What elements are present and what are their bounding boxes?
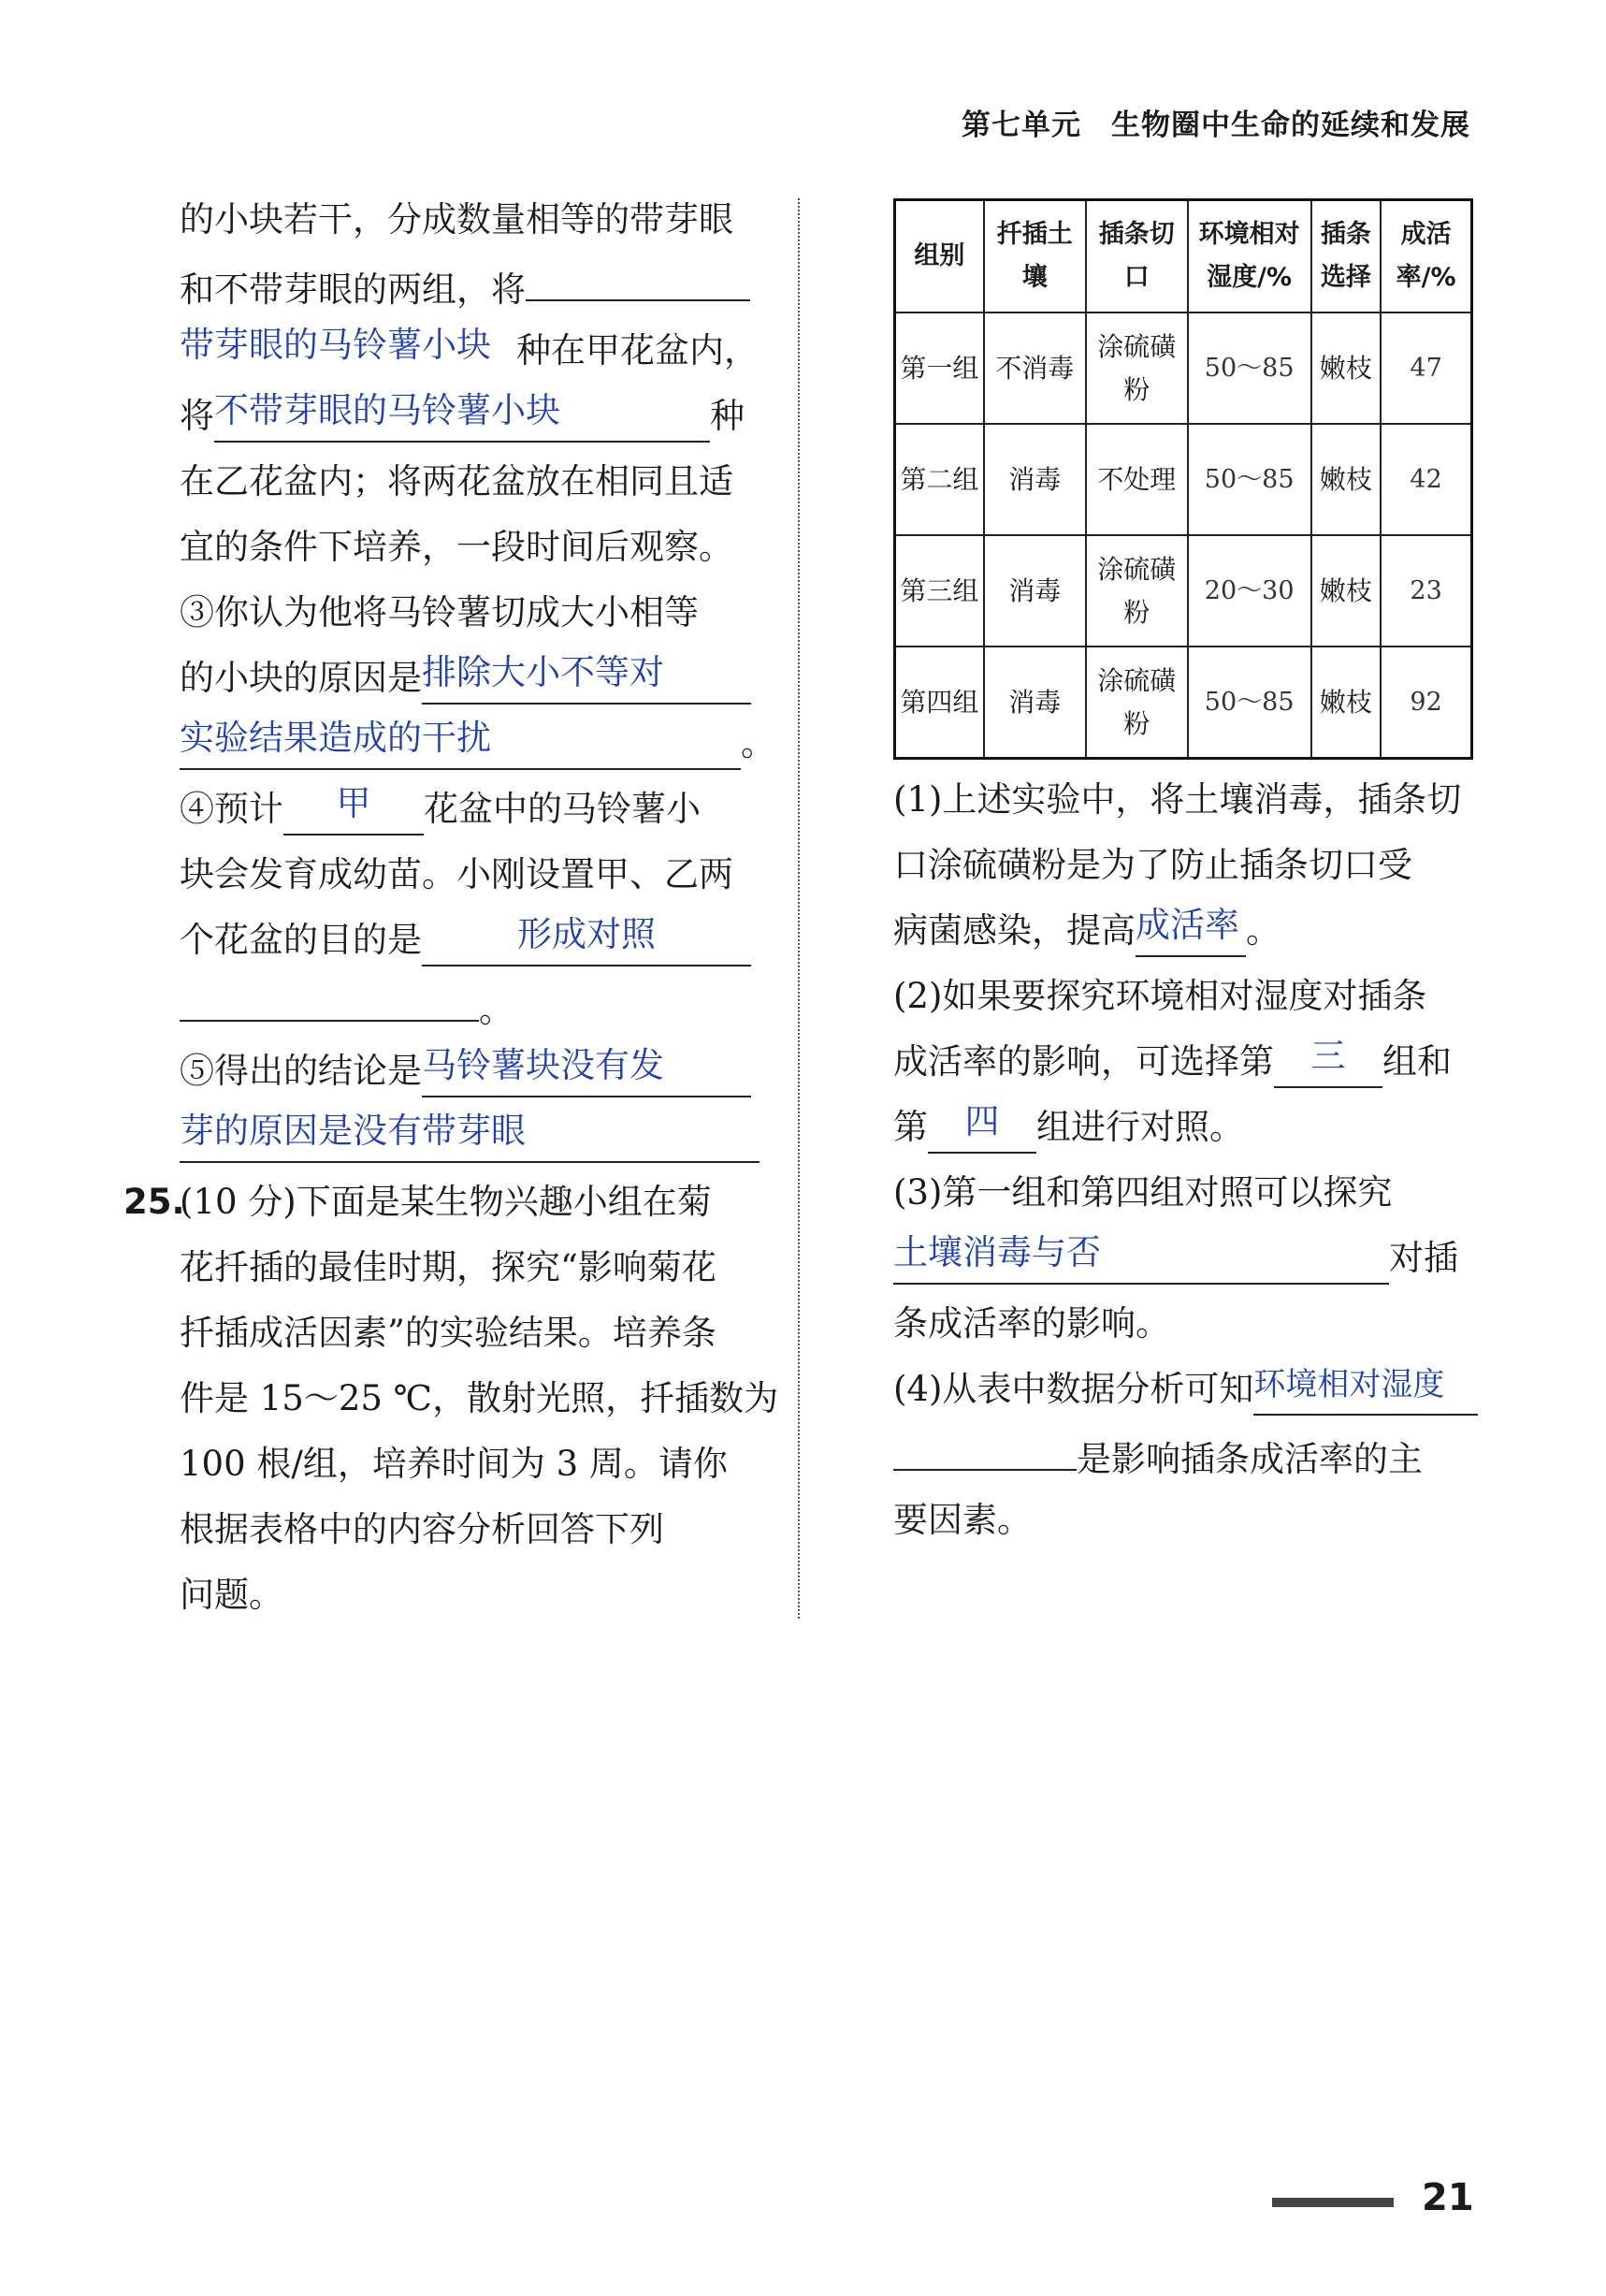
- text-line: ④预计 甲 花盆中的马铃薯小: [180, 777, 760, 842]
- table-cell: 第三组: [895, 535, 984, 647]
- handwritten-answer: 实验结果造成的干扰: [180, 718, 491, 758]
- text-line: 带芽眼的马铃薯小块 种在甲花盆内，: [180, 318, 760, 384]
- table-cell: 嫩枝: [1311, 424, 1382, 535]
- table-header: 插条切口: [1086, 200, 1188, 313]
- answer-blank[interactable]: [893, 1232, 1389, 1285]
- answer-blank[interactable]: [180, 973, 479, 1022]
- text-line: 是影响插条成活率的主: [893, 1422, 1473, 1488]
- handwritten-answer: 四: [964, 1101, 1000, 1141]
- table-cell: 23: [1381, 535, 1471, 647]
- answer-blank[interactable]: [1274, 1036, 1382, 1088]
- column-divider: [798, 198, 800, 1619]
- answer-blank[interactable]: [1253, 1367, 1478, 1416]
- text-line: 花扦插的最佳时期，探究“影响菊花: [180, 1247, 716, 1287]
- table-cell: 嫩枝: [1311, 535, 1382, 647]
- table-header-row: [895, 200, 1472, 313]
- experiment-table: [893, 198, 1473, 760]
- table-cell: 第四组: [895, 647, 984, 759]
- text-line: 100 根/组，培养时间为 3 周。请你: [180, 1444, 728, 1484]
- text-line: 将不带芽眼的马铃薯小块 种: [180, 384, 760, 449]
- text-line: 块会发育成幼苗。小刚设置甲、乙两: [180, 854, 733, 894]
- right-column: [893, 187, 1473, 1553]
- handwritten-answer: 芽的原因是没有带芽眼: [180, 1111, 526, 1151]
- table-cell: 第二组: [895, 424, 984, 535]
- table-cell: 50～85: [1188, 312, 1311, 424]
- answer-blank[interactable]: [893, 1422, 1077, 1471]
- text-line: (3)第一组和第四组对照可以探究: [893, 1172, 1393, 1213]
- text-line: 在乙花盆内；将两花盆放在相同且适: [180, 461, 733, 501]
- text-line: ③你认为他将马铃薯切成大小相等: [180, 592, 699, 632]
- table-header: 成活率/%: [1381, 200, 1471, 313]
- table-cell: 50～85: [1188, 424, 1311, 535]
- table-cell: 50～85: [1188, 647, 1311, 759]
- answer-blank[interactable]: [283, 783, 424, 836]
- text-line: 扦插成活因素”的实验结果。培养条: [180, 1313, 716, 1353]
- question-number: 25.: [123, 1182, 185, 1222]
- text-line: 的小块的原因是排除大小不等对: [180, 646, 760, 711]
- table-cell: 42: [1381, 424, 1471, 535]
- table-row: [895, 424, 1472, 535]
- text-line: 土壤消毒与否 对插: [893, 1226, 1473, 1291]
- question-25-line: 25. (10 分)下面是某生物兴趣小组在菊: [180, 1170, 760, 1235]
- handwritten-answer: 甲: [336, 783, 371, 823]
- text-line: 第 四 组进行对照。: [893, 1095, 1473, 1160]
- table-cell: 不消毒: [984, 312, 1086, 424]
- table-cell: 不处理: [1086, 424, 1188, 535]
- handwritten-answer: 成活率: [1136, 905, 1239, 945]
- table-cell: 涂硫磺粉: [1086, 647, 1188, 759]
- text-line: 和不带芽眼的两组，将: [180, 253, 760, 318]
- answer-blank[interactable]: [180, 1111, 760, 1163]
- table-header: 环境相对湿度/%: [1188, 200, 1311, 313]
- table-row: [895, 535, 1472, 647]
- text-line: 口涂硫磺粉是为了防止插条切口受: [893, 845, 1412, 885]
- table-cell: 消毒: [984, 647, 1086, 759]
- text-line: 宜的条件下培养，一段时间后观察。: [180, 527, 733, 567]
- table-cell: 嫩枝: [1311, 647, 1382, 759]
- handwritten-answer: 形成对照: [517, 914, 656, 954]
- text-line: 条成活率的影响。: [893, 1303, 1170, 1344]
- table-row: [895, 312, 1472, 424]
- text-line: 根据表格中的内容分析回答下列: [180, 1509, 664, 1549]
- footer-bar: [1272, 2198, 1394, 2207]
- table-cell: 涂硫磺粉: [1086, 535, 1188, 647]
- table-cell: 嫩枝: [1311, 312, 1382, 424]
- text-line: 个花盆的目的是 形成对照: [180, 908, 760, 973]
- handwritten-answer: 带芽眼的马铃薯小块: [180, 325, 491, 365]
- answer-blank[interactable]: [526, 253, 750, 301]
- table-cell: 第一组: [895, 312, 984, 424]
- page-number: 21: [1422, 2176, 1474, 2219]
- text-line: ⑤得出的结论是马铃薯块没有发: [180, 1039, 760, 1104]
- table-cell: 消毒: [984, 424, 1086, 535]
- table-row: [895, 647, 1472, 759]
- table-cell: 47: [1381, 312, 1471, 424]
- text-line: 实验结果造成的干扰 。: [180, 711, 760, 777]
- page-header: 第七单元 生物圈中生命的延续和发展: [962, 109, 1470, 142]
- table-cell: 消毒: [984, 535, 1086, 647]
- answer-blank[interactable]: [422, 914, 751, 966]
- text-line: (1)上述实验中，将土壤消毒，插条切: [893, 779, 1462, 820]
- text-line: (2)如果要探究环境相对湿度对插条: [893, 976, 1427, 1016]
- text-line: 。: [180, 973, 760, 1039]
- answer-blank[interactable]: [214, 390, 710, 443]
- text-line: (4)从表中数据分析可知环境相对湿度: [893, 1357, 1473, 1422]
- handwritten-answer: 三: [1310, 1036, 1346, 1076]
- handwritten-answer: 环境相对湿度: [1253, 1366, 1445, 1403]
- handwritten-answer: 马铃薯块没有发: [422, 1045, 664, 1085]
- text-line: 问题。: [180, 1575, 283, 1615]
- table-header: 组别: [895, 200, 984, 313]
- handwritten-answer: 排除大小不等对: [422, 652, 664, 692]
- table-cell: 涂硫磺粉: [1086, 312, 1188, 424]
- table-cell: 92: [1381, 647, 1471, 759]
- answer-blank[interactable]: [1136, 905, 1246, 957]
- text-line: 病菌感染，提高成活率 。: [893, 898, 1473, 964]
- handwritten-answer: 不带芽眼的马铃薯小块: [214, 390, 560, 430]
- answer-blank[interactable]: [180, 325, 516, 375]
- left-column: [123, 187, 779, 1628]
- text-line: [180, 1104, 760, 1170]
- text-line: 要因素。: [893, 1500, 1032, 1540]
- handwritten-answer: 土壤消毒与否: [893, 1232, 1101, 1272]
- table-cell: 20～30: [1188, 535, 1311, 647]
- text-line: 件是 15～25 ℃，散射光照，扦插数为: [180, 1378, 779, 1418]
- table-header: 插条选择: [1311, 200, 1382, 313]
- answer-blank[interactable]: [928, 1101, 1036, 1154]
- text-line: 的小块若干，分成数量相等的带芽眼: [180, 199, 733, 240]
- table-header: 扦插土壤: [984, 200, 1086, 313]
- text-line: 成活率的影响，可选择第 三 组和: [893, 1029, 1473, 1095]
- answer-blank[interactable]: [180, 718, 741, 770]
